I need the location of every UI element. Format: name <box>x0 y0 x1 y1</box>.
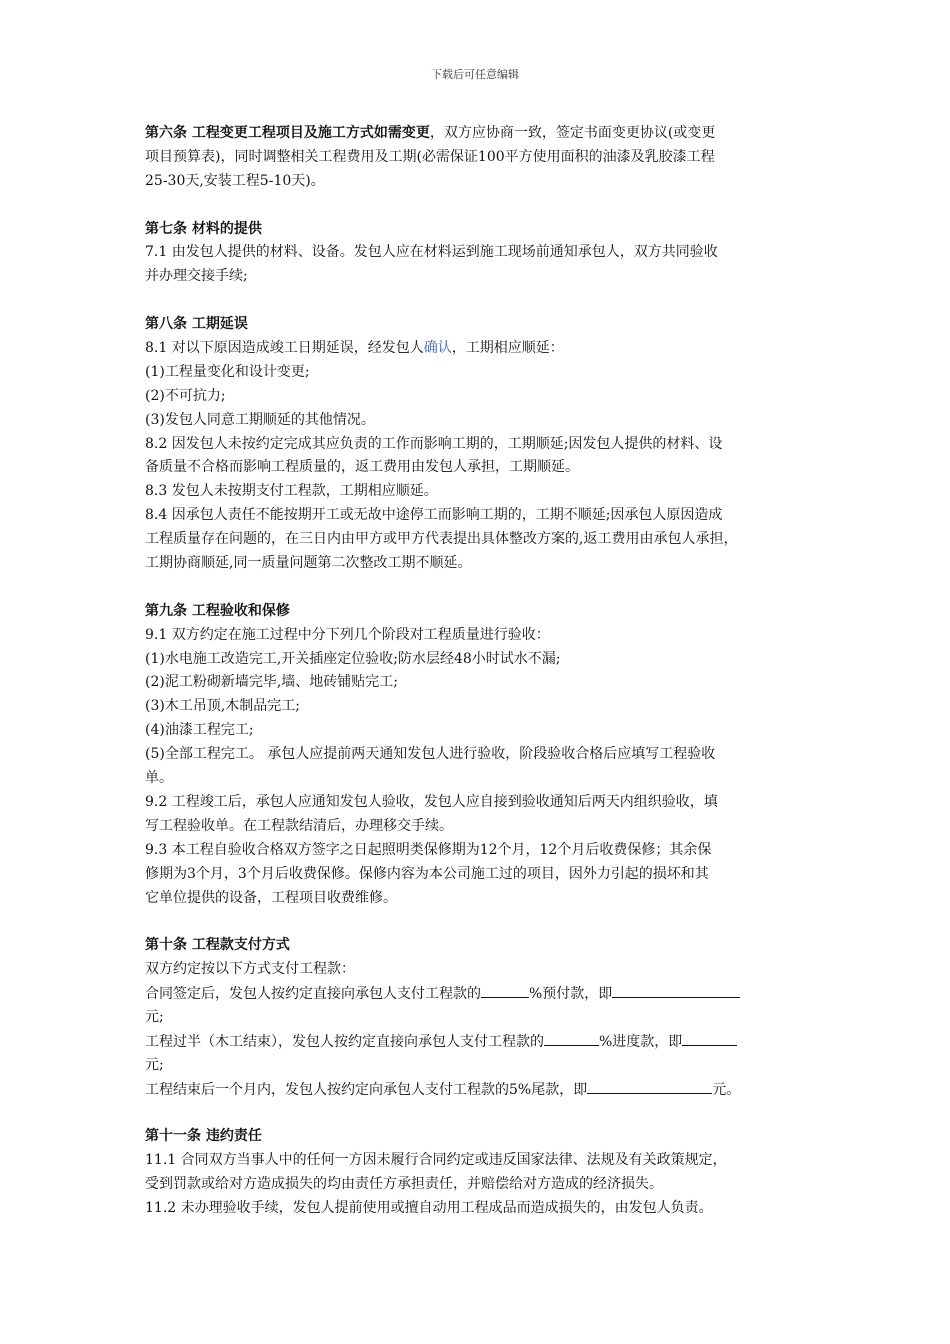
article-6-text: ，双方应协商一致，签定书面变更协议(或变更 <box>429 125 716 141</box>
article-9-line-7: 单。 <box>145 770 173 787</box>
final-amount-blank[interactable] <box>587 1078 712 1094</box>
contract-body <box>145 122 825 1221</box>
article-8-line-8: 8.4 因承包人责任不能按期开工或无故中途停工而影响工期的，工期不顺延;因承包人原因造成 <box>145 507 723 524</box>
article-10-line-1: 双方约定按以下方式支付工程款： <box>145 961 355 978</box>
article-6-line-1 <box>145 122 825 146</box>
article-9-line-3: (2)泥工粉砌新墙完毕,墙、地砖铺贴完工; <box>145 674 398 691</box>
article-6-line-2: 项目预算表)，同时调整相关工程费用及工期(必需保证100平方使用面积的油漆及乳胶漆工程 <box>145 148 715 165</box>
article-8-line-1 <box>145 337 825 361</box>
progress-amount-blank[interactable] <box>682 1030 737 1046</box>
article-8-line-7: 8.3 发包人未按期支付工程款，工期相应顺延。 <box>145 483 438 500</box>
article-8-text: 8.1 对以下原因造成竣工日期延误，经发包人 <box>145 340 424 357</box>
article-9-line-5: (4)油漆工程完工; <box>145 722 254 739</box>
article-10-title: 第十条 工程款支付方式 <box>145 937 290 954</box>
payment-text: 合同签定后，发包人按约定直接向承包人支付工程款的 <box>145 986 481 1003</box>
article-8-line-4: (3)发包人同意工期顺延的其他情况。 <box>145 411 375 428</box>
article-8-text: ，工期相应顺延： <box>451 340 564 357</box>
article-10-line-5: 元; <box>145 1056 164 1073</box>
spacer <box>145 910 825 934</box>
article-6-line-3: 25-30天,安装工程5-10天)。 <box>145 172 325 189</box>
article-8-line-10: 工期协商顺延,同一质量问题第二次整改工期不顺延。 <box>145 555 472 572</box>
article-9-title: 第九条 工程验收和保修 <box>145 602 290 619</box>
payment-text: 元。 <box>712 1081 741 1098</box>
article-11-title: 第十一条 违约责任 <box>145 1128 262 1145</box>
confirm-link[interactable]: 确认 <box>423 340 452 357</box>
article-9-line-10: 9.3 本工程自验收合格双方签字之日起照明类保修期为12个月，12个月后收费保修；其余保 <box>145 841 712 858</box>
article-9-line-12: 它单位提供的设备，工程项目收费维修。 <box>145 889 397 906</box>
article-8-line-9: 工程质量存在问题的，在三日内由甲方或甲方代表提出具体整改方案的,返工费用由承包人承担， <box>145 531 738 548</box>
article-9-line-11: 修期为3个月，3个月后收费保修。保修内容为本公司施工过的项目，因外力引起的损坏和其 <box>145 865 709 882</box>
article-9-line-9: 写工程验收单。在工程款结清后，办理移交手续。 <box>145 817 453 834</box>
prepayment-percent-blank[interactable] <box>481 982 529 998</box>
spacer <box>145 576 825 600</box>
page-header: 下载后可任意编辑 <box>431 68 519 81</box>
payment-text: %进度款，即 <box>599 1033 683 1050</box>
article-11-line-1: 11.1 合同双方当事人中的任何一方因未履行合同约定或违反国家法律、法规及有关政策规定， <box>145 1152 727 1169</box>
article-9-line-4: (3)木工吊顶,木制品完工; <box>145 698 300 715</box>
payment-text: %预付款，即 <box>529 986 613 1003</box>
article-8-line-6: 备质量不合格而影响工程质量的，返工费用由发包人承担，工期顺延。 <box>145 459 579 476</box>
article-10-line-6 <box>145 1078 825 1102</box>
payment-text: 工程过半（木工结束），发包人按约定直接向承包人支付工程款的 <box>145 1033 544 1050</box>
payment-text: 工程结束后一个月内，发包人按约定向承包人支付工程款的5%尾款，即 <box>145 1081 588 1098</box>
prepayment-amount-blank[interactable] <box>612 982 740 998</box>
article-9-line-1: 9.1 双方约定在施工过程中分下列几个阶段对工程质量进行验收： <box>145 626 550 643</box>
article-9-line-2: (1)水电施工改造完工,开关插座定位验收;防水层经48小时试水不漏; <box>145 650 561 667</box>
article-7-line-1: 7.1 由发包人提供的材料、设备。发包人应在材料运到施工现场前通知承包人，双方共同验收 <box>145 244 718 261</box>
article-8-title: 第八条 工期延误 <box>145 316 248 333</box>
article-8-line-3: (2)不可抗力; <box>145 387 226 404</box>
article-10-line-2 <box>145 982 825 1006</box>
article-6-title: 第六条 工程变更工程项目及施工方式如需变更 <box>145 125 430 141</box>
spacer <box>145 1102 825 1126</box>
article-7-title: 第七条 材料的提供 <box>145 220 262 237</box>
article-9-line-6: (5)全部工程完工。 承包人应提前两天通知发包人进行验收，阶段验收合格后应填写工程验收 <box>145 746 716 763</box>
article-8-line-5: 8.2 因发包人未按约定完成其应负责的工作而影响工期的，工期顺延;因发包人提供的材料、设 <box>145 435 723 452</box>
article-11-line-2: 受到罚款或给对方造成损失的均由责任方承担责任，并赔偿给对方造成的经济损失。 <box>145 1176 663 1193</box>
article-7-line-2: 并办理交接手续; <box>145 268 248 285</box>
spacer <box>145 194 825 218</box>
article-10-line-4 <box>145 1030 825 1054</box>
spacer <box>145 289 825 313</box>
article-8-line-2: (1)工程量变化和设计变更; <box>145 363 310 380</box>
article-10-line-3: 元; <box>145 1008 164 1025</box>
article-11-line-3: 11.2 未办理验收手续，发包人提前使用或擅自动用工程成品而造成损失的，由发包人负责。 <box>145 1200 713 1217</box>
article-9-line-8: 9.2 工程竣工后，承包人应通知发包人验收，发包人应自接到验收通知后两天内组织验收，填 <box>145 793 718 810</box>
progress-percent-blank[interactable] <box>544 1030 599 1046</box>
